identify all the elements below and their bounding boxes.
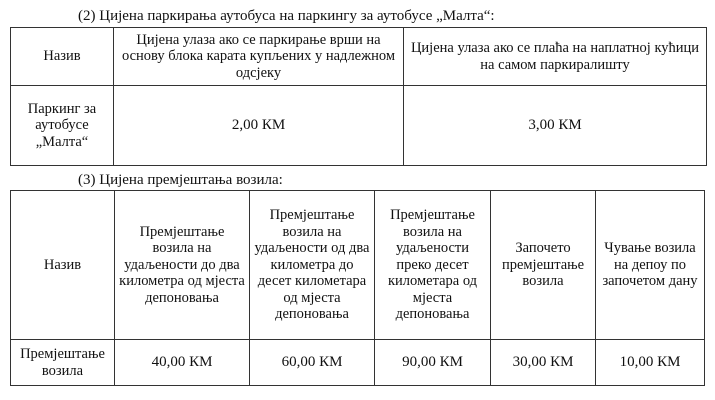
header-name: Назив — [11, 28, 114, 86]
header-ticket-block-price: Цијена улаза ако се паркирање врши на основу блока карата купљених у надлежном одсјеку — [114, 28, 404, 86]
header-booth-price: Цијена улаза ако се плаћа на наплатној кућици на самом паркиралишту — [404, 28, 707, 86]
header-storage-per-day: Чување возила на депоу по започетом дану — [596, 191, 705, 340]
table-header-row — [11, 28, 707, 86]
section-3-heading: (3) Цијена премјештања возила: — [78, 172, 283, 188]
price-up-to-2km: 40,00 КМ — [115, 340, 250, 386]
section-2-heading: (2) Цијена паркирања аутобуса на паркингу за аутобусе „Малта“: — [78, 8, 495, 24]
table-row — [11, 86, 707, 166]
header-name: Назив — [11, 191, 115, 340]
price-over-10km: 90,00 КМ — [375, 340, 491, 386]
price-2-to-10km: 60,00 КМ — [250, 340, 375, 386]
header-started-relocation: Започето премјештање возила — [491, 191, 596, 340]
bus-parking-price-table — [10, 27, 707, 166]
table-header-row — [11, 191, 705, 340]
price-started-relocation: 30,00 КМ — [491, 340, 596, 386]
row-name: Паркинг за аутобусе „Малта“ — [11, 86, 114, 166]
table-row — [11, 340, 705, 386]
price-storage-per-day: 10,00 КМ — [596, 340, 705, 386]
header-over-10km: Премјештање возила на удаљености преко десет километара од мјеста депоновања — [375, 191, 491, 340]
vehicle-relocation-price-table — [10, 190, 705, 386]
header-up-to-2km: Премјештање возила на удаљености до два километра од мјеста депоновања — [115, 191, 250, 340]
row-name: Премјештање возила — [11, 340, 115, 386]
price-booth: 3,00 КМ — [404, 86, 707, 166]
header-2-to-10km: Премјештање возила на удаљености од два километра до десет километара од мјеста депоновања — [250, 191, 375, 340]
price-ticket-block: 2,00 КМ — [114, 86, 404, 166]
